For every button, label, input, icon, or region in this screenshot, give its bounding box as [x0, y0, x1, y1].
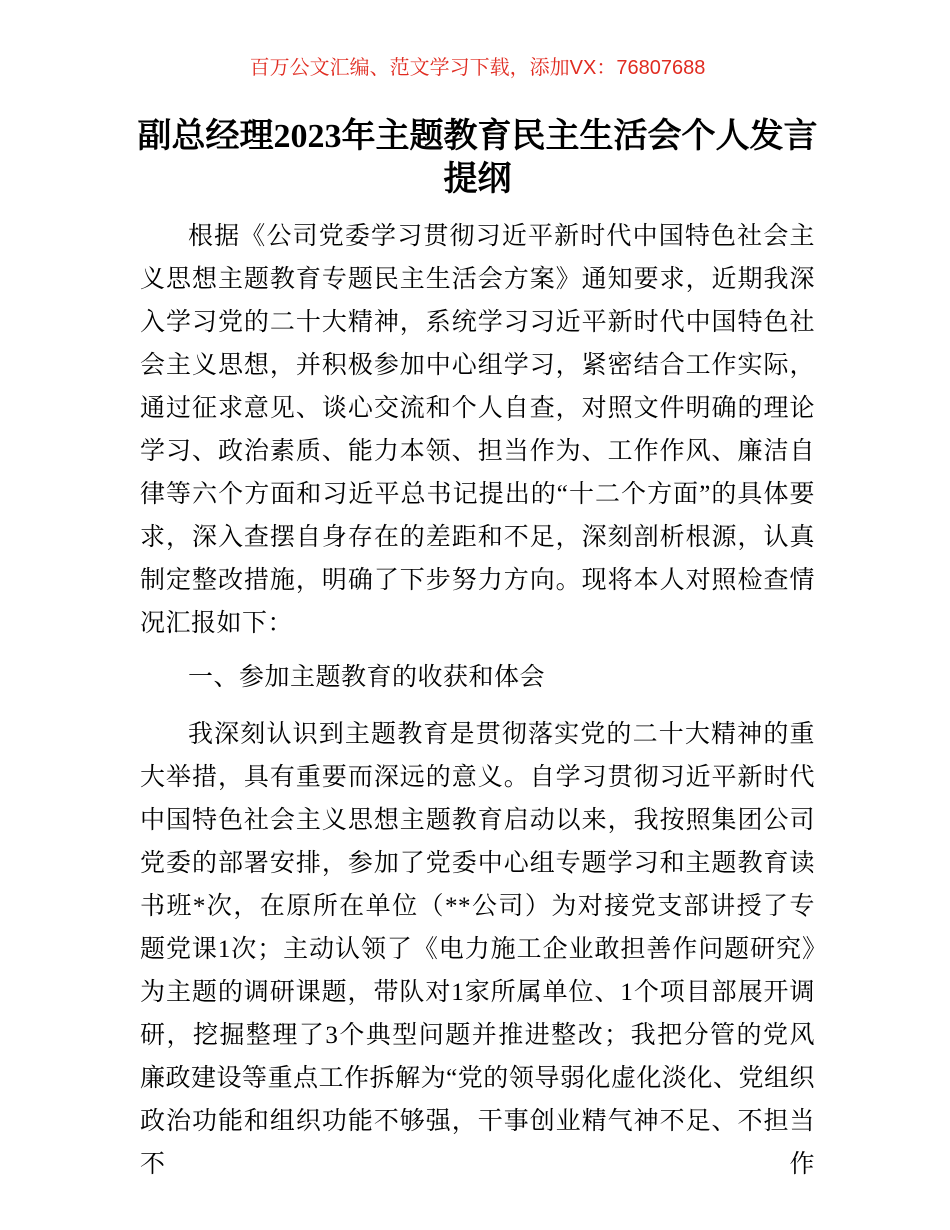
paragraph-section-1-body: 我深刻认识到主题教育是贯彻落实党的二十大精神的重大举措，具有重要而深远的意义。自学习贯彻习近平新时代中国特色社会主义思想主题教育启动以来，我按照集团公司党委的部署安排，参加了党委中心组专题学习和主题教育读书班*次，在原所在单位（**公司）为对接党支部讲授了专题党课1次；主动认领了《电力施工企业敢担善作问题研究》为主题的调研课题，带队对1家所属单位、1个项目部展开调研，挖掘整理了3个典型问题并推进整改；我把分管的党风廉政建设等重点工作拆解为“党的领导弱化虚化淡化、党组织政治功能和组织功能不够强，干事创业精气神不足、不担当不作 [140, 721, 815, 1178]
header-notice: 百万公文汇编、范文学习下载，添加VX：76807688 [249, 57, 706, 79]
document-title: 副总经理2023年主题教育民主生活会个人发言提纲 [137, 118, 818, 198]
paragraph-intro: 根据《公司党委学习贯彻习近平新时代中国特色社会主义思想主题教育专题民主生活会方案》通知要求，近期我深入学习党的二十大精神，系统学习习近平新时代中国特色社会主义思想，并积极参加中心组学习，紧密结合工作实际，通过征求意见、谈心交流和个人自查，对照文件明确的理论学习、政治素质、能力本领、担当作为、工作作风、廉洁自律等六个方面和习近平总书记提出的“十二个方面”的具体要求，深入查摆自身存在的差距和不足，深刻剖析根源，认真制定整改措施，明确了下步努力方向。现将本人对照检查情况汇报如下： [140, 223, 815, 637]
section-heading-1: 一、参加主题教育的收获和体会 [188, 664, 546, 691]
